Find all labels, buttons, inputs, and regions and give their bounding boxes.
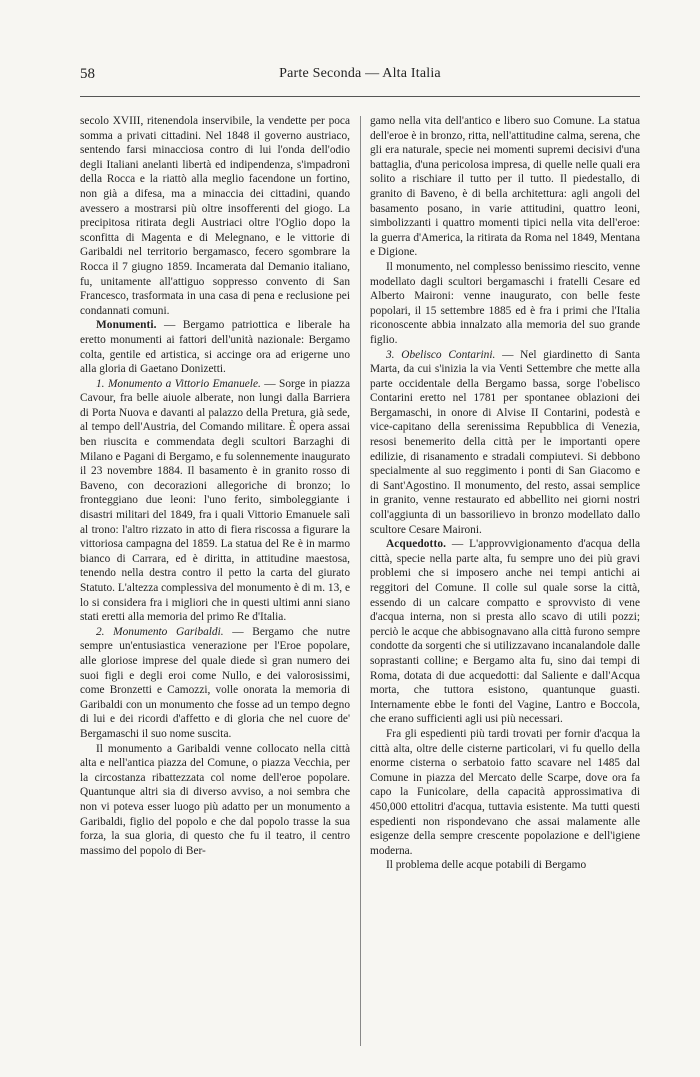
paragraph-monument-1 xyxy=(80,377,350,625)
column-divider xyxy=(360,116,361,1046)
paragraph: Il problema delle acque potabili di Bergamo xyxy=(386,859,587,872)
paragraph: Fra gli espedienti più tardi trovati per fornir d'acqua la città alta, oltre delle cisterne particolari, vi fu quello della enorme cisterna o serbatoio fatto scavare nel 1485 dal Comune in piazza del Mercato delle Scarpe, dove ora fa capo la Funicolare, della capacità approssimativa di 450,000 ettolitri d'acqua, tuttavia esistente. Ma tutti questi espedienti non rispondevano che assai malamente alle esigenze della sempre crescente popolazione e dell'igiene moderna. xyxy=(370,727,640,857)
paragraph-acquedotto xyxy=(370,537,640,727)
paragraph-monument-2 xyxy=(80,625,350,742)
page-header xyxy=(80,66,640,86)
section-lead-monumenti: Monumenti. xyxy=(96,319,157,332)
left-column xyxy=(80,114,350,1049)
paragraph: Il monumento a Garibaldi venne collocato nella città alta e nell'antica piazza del Comune, o piazza Vecchia, per la circostanza ribattezzata col nome dell'eroe popolare. Quantunque altri sia di diverso avviso, a noi sembra che non vi poteva esser luogo più adatto per un monumento a Garibaldi, figlio del popolo e che dal popolo trasse la sua forza, la sua gloria, di questo che fu il teatro, il centro massimo del popolo di Ber- xyxy=(80,742,350,857)
paragraph: Il monumento, nel complesso benissimo riescito, venne modellato dagli scultori bergamaschi i fratelli Cesare ed Alberto Maironi: venne inaugurato, con belle feste popolari, il 15 settembre 1885 ed è fra i primi che l'Italia riconoscente abbia innalzato alla memoria del suo grande figlio. xyxy=(370,260,640,346)
paragraph-text: — Bergamo che nutre sempre un'entusiastica venerazione per l'Eroe popolare, alle gloriose imprese del quale diede sì gran numero dei suoi figli e degli eroi come Nullo, e dei valorosissimi, come Bronzetti e Camozzi, volle onorata la memoria di Garibaldi con un monumento che fosse ad un tempo degno di lui e dei ricordi d'affetto e di gloria che nel cuore de' Bergamaschi il suo nome suscita. xyxy=(80,625,350,740)
running-head: Parte Seconda — Alta Italia xyxy=(279,66,441,81)
text-body xyxy=(80,114,640,1049)
subheading-obelisco-contarini: 3. Obelisco Contarini. xyxy=(386,348,496,361)
paragraph-text: — Bergamo patriottica e liberale ha eretto monumenti ai fattori dell'unità nazionale: Bergamo colta, gentile ed artistica, si accinge ora ad erigerne uno alla gloria di Gaetano Donizetti. xyxy=(80,319,350,376)
paragraph-monumenti xyxy=(80,318,350,376)
subheading-garibaldi: 2. Monumento Garibaldi. xyxy=(96,625,224,638)
paragraph-text: — Sorge in piazza Cavour, fra belle aiuole alberate, non lungi dalla Barriera di Porta Nuova e davanti al palazzo della Pretura, già sede, al tempo dell'Austria, del Comando militare. È opera assai ben riuscita e commendata degli scultori Barzaghi di Milano e Pagani di Bergamo, e fu solennemente inaugurato il 23 novembre 1884. Il basamento è in granito rosso di Baveno, con decorazioni allegoriche di bronzo; lo fronteggiano due leoni: l'uno ferito, simboleggiante i disastri militari del 1849, fra i quali Vittorio Emanuele salì al trono: l'altro rizzato in atto di fiera riscossa a figurare la vittoriosa campagna del 1859. La statua del Re è in marmo bianco di Carrara, ed è diritta, in attitudine maestosa, tenendo nella destra contro il petto la carta del giurato Statuto. L'altezza complessiva del monumento è di m. 13, e lo si considera fra i migliori che in questi ultimi anni siano stati eretti alla memoria del primo Re d'Italia. xyxy=(80,377,350,624)
paragraph: secolo XVIII, ritenendola inservibile, la vendette per poca somma a privati cittadini. Nel 1848 il governo austriaco, sentendo farsi minacciosa contro di lui l'onda dell'odio degli Italiani anelanti libertà ed indipendenza, s'impadronì della Rocca e la riattò alla meglio facendone un fortino, non già a difesa, ma a minaccia dei cittadini, quando avessero a mostrarsi più oltre insofferenti del giogo. La precipitosa ritirata degli Austriaci oltre l'Oglio dopo la sconfitta di Magenta e di Melegnano, e le vittorie di Garibaldi nel territorio bergamasco, fecero sgombrare la Rocca il 7 giugno 1859. Incamerata dal Demanio italiano, fu, unitamente all'attiguo soppresso convento di San Francesco, trasformata in una casa di pena e reclusione pei condannati comuni. xyxy=(80,115,350,317)
subheading-vittorio-emanuele: 1. Monumento a Vittorio Emanuele. xyxy=(96,377,261,390)
paragraph: gamo nella vita dell'antico e libero suo Comune. La statua dell'eroe è in bronzo, ritta, nell'attitudine calma, serena, che gli era naturale, specie nei momenti supremi decisivi d'una battaglia, d'una pericolosa impresa, di quelle nelle quali era solito a rischiare il tutto per il tutto. Il piedestallo, di granito di Baveno, è di bella architettura: agli angoli del basamento posano, in varie attitudini, quattro leoni, simbolizzanti i quattro momenti tipici nella vita dell'eroe: la guerra d'America, la ritirata da Roma nel 1849, Mentana e Digione. xyxy=(370,115,640,259)
page-number: 58 xyxy=(80,66,95,82)
paragraph-text: — L'approvvigionamento d'acqua della città, specie nella parte alta, fu sempre uno dei più gravi problemi che si imposero anche nei tempi antichi ai reggitori del Comune. Il colle sul quale sorse la città, essendo di un calcare compatto e sprovvisto di vene d'acqua interna, non si presta allo scavo di utili pozzi; perciò le acque che abbisognavano alla città furono sempre condotte da sorgenti che si utilizzavano incanalandole dalle soprastanti colline; e Bergamo alta fu, sino dai tempi di Roma, dotata di due acquedotti: dal Saliente e dall'Acqua morta, che tuttora esistono, quantunque guasti. Internamente ebbe le fonti del Vagine, Lantro e Boccola, che erano sufficienti agli usi più necessari. xyxy=(370,538,640,726)
header-rule xyxy=(80,96,640,97)
paragraph-monument-3 xyxy=(370,348,640,538)
section-lead-acquedotto: Acquedotto. xyxy=(386,538,447,551)
right-column xyxy=(370,114,640,1049)
paragraph-text: — Nel giardinetto di Santa Marta, da cui s'inizia la via Venti Settembre che mette alla parte occidentale della Bergamo bassa, sorge l'obelisco Contarini eretto nel 1781 per spontanee oblazioni dei Bergamaschi, in onore di Alvise II Contarini, podestà e vice-capitano della serenissima Repubblica di Venezia, resosi benemerito della città per le importanti opere edilizie, di risanamento e stradali compiutevi. Si debbono specialmente al suo reggimento i ponti di San Giacomo e di Sant'Agostino. Il monumento, del resto, assai semplice in granito, venne restaurato ed abbellito nei giorni nostri coll'aggiunta di un bassorilievo in bronzo modellato dallo scultore Cesare Maironi. xyxy=(370,348,640,536)
